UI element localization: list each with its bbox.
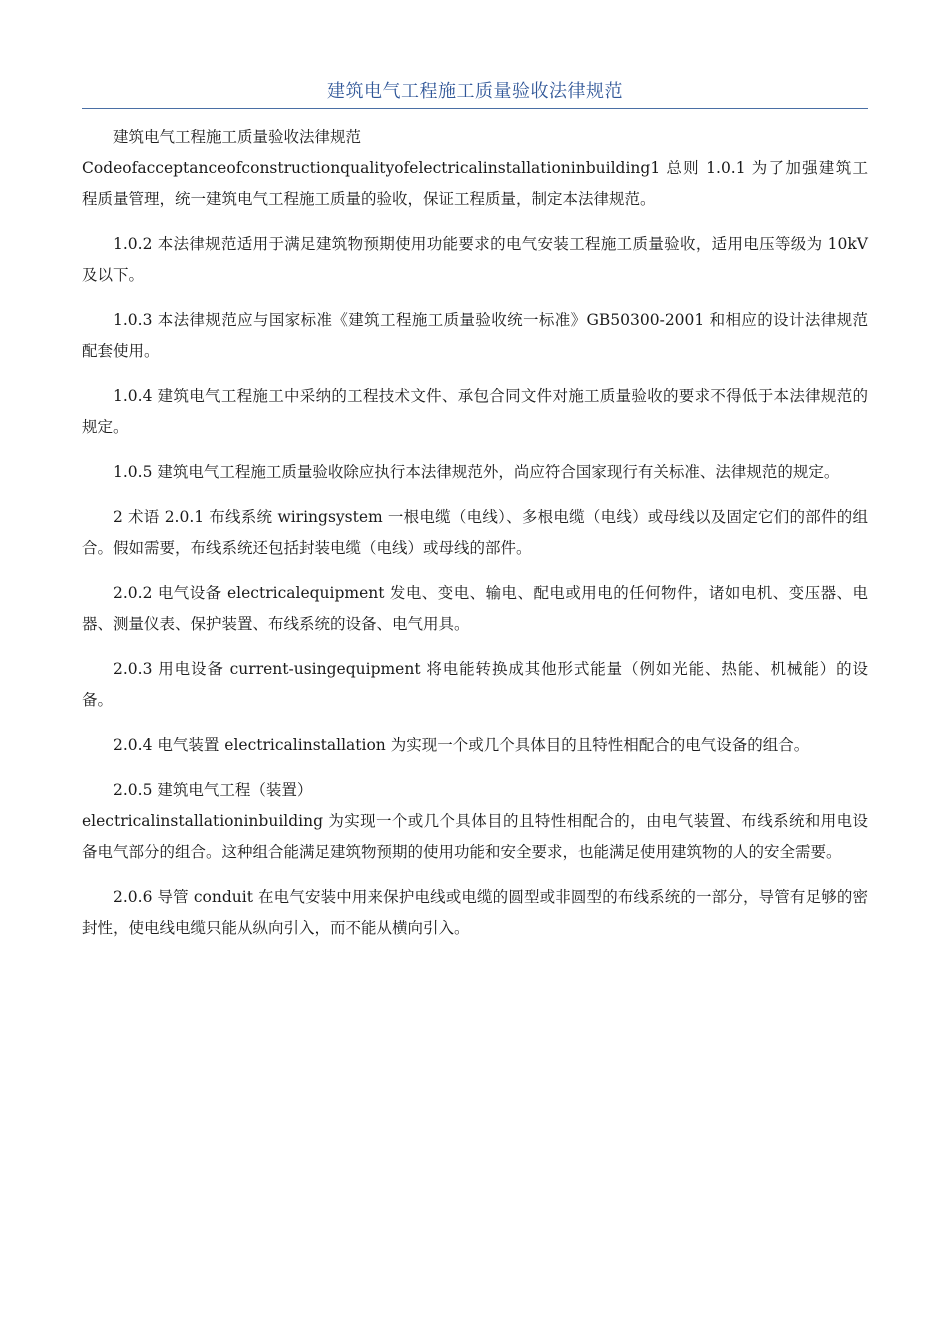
page-header xyxy=(82,78,868,109)
paragraph-1-0-5: 1.0.5 建筑电气工程施工质量验收除应执行本法律规范外，尚应符合国家现行有关标准、法律规范的规定。 xyxy=(113,463,840,481)
paragraph-2-0-4: 2.0.4 电气装置 electricalinstallation 为实现一个或几个具体目的且特性相配合的电气设备的组合。 xyxy=(113,736,810,754)
document-heading: 建筑电气工程施工质量验收法律规范 xyxy=(113,128,362,146)
document-body xyxy=(82,122,868,944)
paragraph-2-0-2: 2.0.2 电气设备 electricalequipment 发电、变电、输电、配电或用电的任何物件，诸如电机、变压器、电器、测量仪表、保护装置、布线系统的设备、电气用具。 xyxy=(82,584,868,633)
page-title: 建筑电气工程施工质量验收法律规范 xyxy=(327,81,623,102)
paragraph-2-0-6: 2.0.6 导管 conduit 在电气安装中用来保护电线或电缆的圆型或非圆型的布线系统的一部分，导管有足够的密封性，使电线电缆只能从纵向引入，而不能从横向引入。 xyxy=(82,888,868,937)
paragraph-1-0-4: 1.0.4 建筑电气工程施工中采纳的工程技术文件、承包合同文件对施工质量验收的要求不得低于本法律规范的规定。 xyxy=(82,387,868,436)
paragraph-1-0-1: Codeofacceptanceofconstructionqualityofelectricalinstallationinbuilding1 总则 1.0.1 为了加强建筑工程质量管理，统一建筑电气工程施工质量的验收，保证工程质量，制定本法律规范。 xyxy=(82,159,868,208)
paragraph-1-0-3: 1.0.3 本法律规范应与国家标准《建筑工程施工质量验收统一标准》GB50300-2001 和相应的设计法律规范配套使用。 xyxy=(82,311,868,360)
paragraph-2-0-5: electricalinstallationinbuilding 为实现一个或几个具体目的且特性相配合的，由电气装置、布线系统和用电设备电气部分的组合。这种组合能满足建筑物预期的使用功能和安全要求，也能满足使用建筑物的人的安全需要。 xyxy=(82,812,868,861)
paragraph-2-0-1: 2 术语 2.0.1 布线系统 wiringsystem 一根电缆（电线）、多根电缆（电线）或母线以及固定它们的部件的组合。假如需要，布线系统还包括封装电缆（电线）或母线的部件。 xyxy=(82,508,868,557)
paragraph-1-0-2: 1.0.2 本法律规范适用于满足建筑物预期使用功能要求的电气安装工程施工质量验收，适用电压等级为 10kV 及以下。 xyxy=(82,235,868,284)
paragraph-2-0-3: 2.0.3 用电设备 current-usingequipment 将电能转换成其他形式能量（例如光能、热能、机械能）的设备。 xyxy=(82,660,868,709)
paragraph-2-0-5-heading: 2.0.5 建筑电气工程（装置） xyxy=(113,781,313,799)
